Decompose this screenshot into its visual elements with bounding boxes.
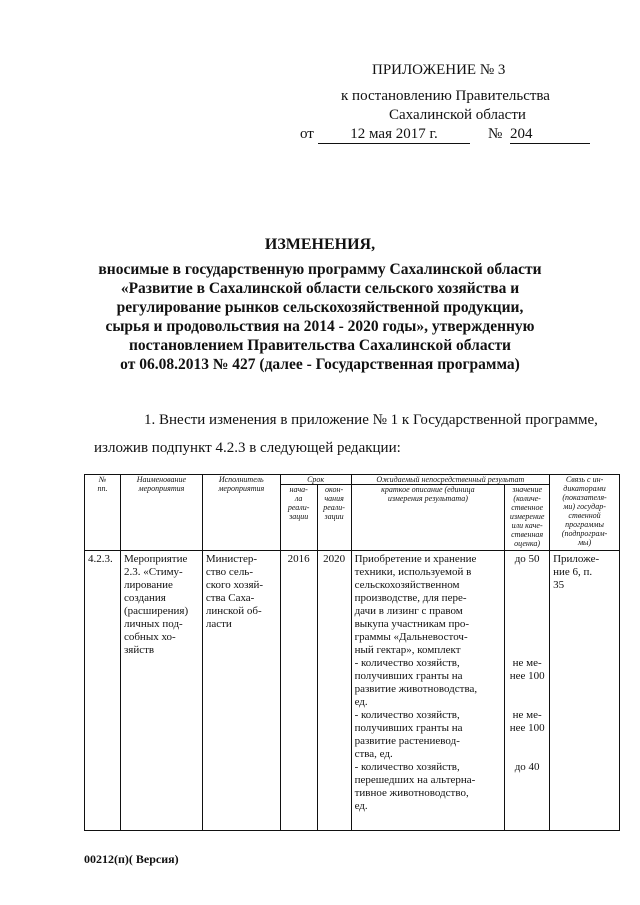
row-num: 4.2.3. bbox=[85, 551, 121, 831]
intro-line-2: изложив подпункт 4.2.3 в следующей редакции: bbox=[94, 440, 401, 456]
header-result-desc: краткое описание (единица измерения результата) bbox=[351, 485, 505, 551]
row-start-year: 2016 bbox=[280, 551, 317, 831]
header-name: Наименование мероприятия bbox=[120, 475, 202, 551]
header-num: № пп. bbox=[85, 475, 121, 551]
header-result-value: значение (количе- ственное измерение или каче- ственная оценка) bbox=[505, 485, 550, 551]
title-line-2: «Развитие в Сахалинской области сельского хозяйства и bbox=[120, 280, 520, 297]
document-title: ИЗМЕНЕНИЯ, bbox=[264, 236, 376, 253]
row-executor: Министер- ство сель- ского хозяй- ства Саха- линской об- ласти bbox=[202, 551, 280, 831]
header-term: Срок bbox=[280, 475, 351, 485]
appendix-line2: Сахалинской области bbox=[389, 107, 526, 123]
intro-line-1: 1. Внести изменения в приложение № 1 к Государственной программе, bbox=[144, 412, 598, 428]
row-name: Мероприятие 2.3. «Стиму- лирование создания (расширения) личных под- собных хо- зяйств bbox=[120, 551, 202, 831]
title-line-4: сырья и продовольствия на 2014 - 2020 годы», утвержденную bbox=[105, 318, 535, 335]
title-line-6: от 06.08.2013 № 427 (далее - Государственная программа) bbox=[120, 356, 520, 373]
footer-version: 00212(п)( Версия) bbox=[84, 852, 179, 866]
num-prefix: № bbox=[488, 126, 503, 142]
header-result: Ожидаемый непосредственный результат bbox=[351, 475, 550, 485]
header-executor: Исполнитель мероприятия bbox=[202, 475, 280, 551]
header-link: Связь с ин- дикаторами (показателя- ми) государ- ственной программы (подпрограм- мы) bbox=[550, 475, 620, 551]
table-row bbox=[85, 551, 620, 831]
title-line-5: постановлением Правительства Сахалинской области bbox=[128, 337, 511, 354]
row-result-desc: Приобретение и хранение техники, используемой в сельскохозяйственном производстве, для пере- дачи в лизинг с правом выкупа участникам про- граммы «Дальневосточ- ный гектар», комплект - количество хозяйств, получивших гранты на развитие животноводства, ед. - количество хозяйств, получивших гранты на развитие растениевод- ства, ед. - количество хозяйств, перешедших на альтерна- тивное животноводство, ед. bbox=[351, 551, 505, 831]
decree-date: 12 мая 2017 г. bbox=[318, 126, 470, 144]
date-prefix: от bbox=[300, 126, 314, 142]
decree-number: 204 bbox=[510, 126, 590, 144]
appendix-line1: к постановлению Правительства bbox=[341, 88, 550, 104]
changes-table bbox=[84, 474, 620, 831]
row-result-values: до 50 не ме- нее 100 не ме- нее 100 до 40 bbox=[505, 551, 550, 831]
header-term-end: окон- чания реали- зации bbox=[317, 485, 351, 551]
appendix-title: ПРИЛОЖЕНИЕ № 3 bbox=[372, 62, 506, 78]
header-term-start: нача- ла реали- зации bbox=[280, 485, 317, 551]
row-link: Приложе- ние 6, п. 35 bbox=[550, 551, 620, 831]
title-line-1: вносимые в государственную программу Сахалинской области bbox=[98, 261, 542, 278]
row-end-year: 2020 bbox=[317, 551, 351, 831]
title-line-3: регулирование рынков сельскохозяйственной продукции, bbox=[116, 299, 524, 316]
